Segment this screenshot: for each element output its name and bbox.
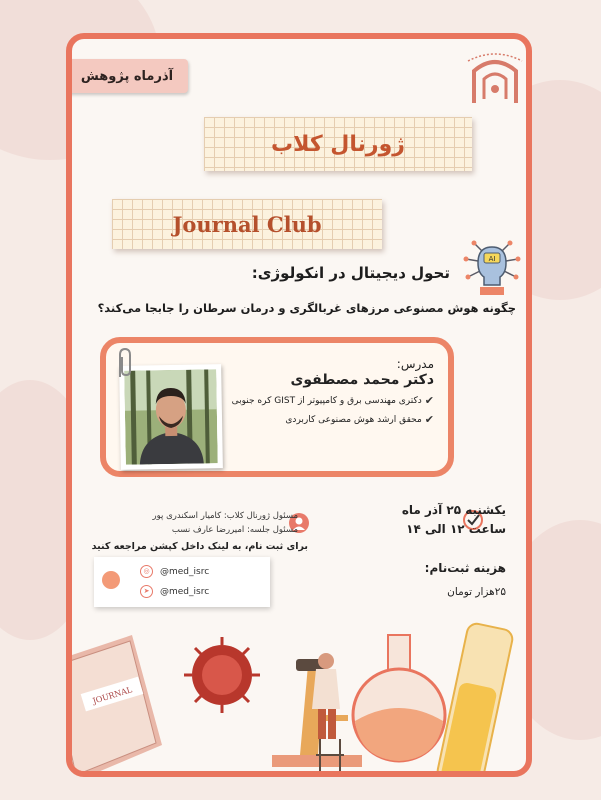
topic-heading: تحول دیجیتال در انکولوژی: [251, 264, 450, 282]
social-telegram[interactable] [140, 585, 209, 598]
credential-item [218, 394, 434, 407]
contact-line: مسئول جلسه: امیررضا عارف نسب [171, 525, 298, 535]
round-flask-illustration [353, 635, 445, 761]
journal-book-illustration [72, 635, 162, 777]
telegram-icon: ➤ [140, 585, 153, 598]
schedule [402, 501, 506, 539]
science-illustration [72, 605, 526, 777]
title-persian-text: ژورنال کلاب [271, 131, 405, 157]
social-instagram[interactable] [140, 565, 209, 578]
social-card [94, 557, 270, 607]
institute-logo [462, 49, 528, 115]
test-tube-illustration [436, 622, 514, 777]
virus-illustration [184, 637, 260, 713]
check-icon: ✔ [424, 413, 434, 426]
topic-subheading: چگونه هوش مصنوعی مرزهای غربالگری و درمان سرطان را جابجا می‌کند؟ [97, 301, 516, 315]
speaker-portrait [124, 369, 218, 465]
check-icon: ✔ [424, 394, 434, 407]
speaker-photo [119, 364, 223, 470]
contact-info [153, 509, 298, 537]
speaker-info [218, 357, 434, 426]
event-tag-label: آذرماه پژوهش [80, 68, 174, 84]
speaker-label: مدرس: [396, 357, 434, 371]
social-handle: @med_isrc [160, 586, 210, 597]
event-date: یکشنبه ۲۵ آذر ماه [401, 503, 506, 517]
instagram-icon: ◎ [140, 565, 153, 578]
paperclip-icon [112, 347, 138, 379]
decorative-dot [102, 571, 120, 589]
speaker-name: دکتر محمد مصطفوی [290, 372, 434, 388]
social-handle: @med_isrc [160, 566, 210, 577]
ai-brain-icon [462, 237, 522, 297]
title-english [112, 199, 382, 249]
fee-value: ۲۵هزار تومان [447, 586, 506, 598]
credential-text: محقق ارشد هوش مصنوعی کاربردی [285, 414, 422, 425]
title-persian [204, 117, 472, 171]
event-time: ساعت ۱۲ الی ۱۴ [406, 522, 506, 536]
title-english-text: Journal Club [172, 211, 322, 237]
contact-line: مسئول ژورنال کلاب: کامیار اسکندری پور [152, 511, 298, 521]
credential-item [218, 413, 434, 426]
fee-title: هزینه ثبت‌نام: [424, 561, 506, 575]
register-note: برای ثبت نام، به لینک داخل کپشن مراجعه کنید [91, 541, 308, 552]
credential-text: دکتری مهندسی برق و کامپیوتر از GIST کره جنوبی [231, 395, 422, 406]
svg-text:AI: AI [488, 255, 496, 263]
poster-frame [66, 33, 532, 777]
svg-text:JOURNAL: JOURNAL [91, 685, 134, 706]
event-tag [66, 59, 188, 93]
speaker-card [100, 337, 454, 477]
